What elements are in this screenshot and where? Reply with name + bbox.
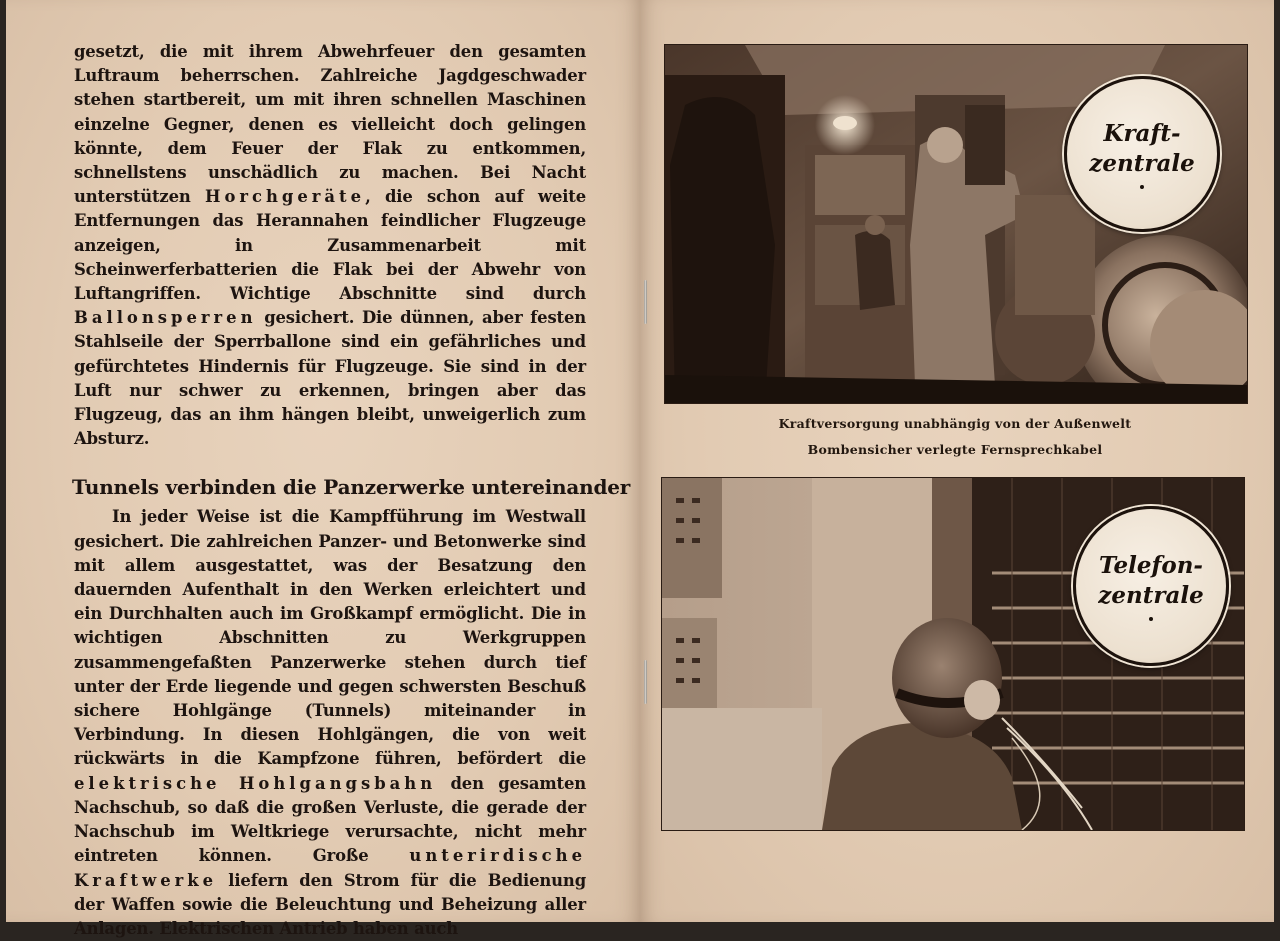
section-heading: Tunnels verbinden die Panzerwerke untereinander <box>72 475 631 500</box>
left-text-column <box>72 40 631 941</box>
spaced-term: Ballonsperren <box>74 308 257 328</box>
paragraph-text: gesetzt, die mit ihrem Abwehrfeuer den gesamten Luftraum beherrschen. Zahlreiche Jagdgeschwader stehen startbereit, um mit ihren schnellen Maschinen einzelne Gegner, denen es vielleicht doch gelingen könnte, dem Feuer der Flak zu entkommen, schnellstens unschädlich zu machen. Bei Nacht unterstützen <box>74 42 586 207</box>
paragraph-air-defense <box>74 40 586 451</box>
paragraph-text: , die schon auf weite Entfernungen das Herannahen feindlicher Flugzeuge anzeigen, in Zusammenarbeit mit Scheinwerferbatterien die Flak bei der Abwehr von Luftangriffen. Wichtige Abschnitte sind durch <box>74 187 586 304</box>
badge-line-2: zentrale <box>1098 582 1204 609</box>
spaced-term: elektrische Hohlgangsbahn <box>74 773 437 793</box>
paragraph-text: gesichert. Die dünnen, aber festen Stahlseile der Sperrballone sind ein gefährliches und gefürchtetes Hindernis für Flugzeuge. Sie sind in der Luft nur schwer zu erkennen, bringen aber das Flugzeug, das an ihm hängen bleibt, unweigerlich zum Absturz. <box>74 308 586 449</box>
badge-line-1: Telefon- <box>1099 552 1203 579</box>
kraftzentrale-badge <box>1064 76 1220 232</box>
photo-2-caption: Bombensicher verlegte Fernsprechkabel <box>807 442 1103 457</box>
spaced-term: unterirdische Kraftwerke <box>74 846 586 890</box>
staple-top <box>644 280 647 324</box>
spaced-term: Horchgeräte <box>204 187 366 207</box>
paragraph-text: den gesamten Nachschub, so daß die großen Verluste, die gerade der Nachschub im Weltkriege verursachte, nicht mehr eintreten können. Große <box>74 773 586 866</box>
paragraph-text: In jeder Weise ist die Kampfführung im Westwall gesichert. Die zahlreichen Panzer- und Betonwerke sind mit allem ausgestattet, was der Besatzung den dauernden Aufenthalt in den Werken erleichtert und ein Durchhalten auch im Großkampf ermöglicht. Die in wichtigen Abschnitten zu Werkgruppen zusammengefaßten Panzerwerke stehen durch tief unter der Erde liegende und gegen schwersten Beschuß sichere Hohlgänge (Tunnels) miteinander in Verbindung. In diesen Hohlgängen, die von weit rückwärts in die Kampfzone führen, befördert die <box>74 507 586 769</box>
badge-dot <box>1149 617 1153 621</box>
paragraph-tunnels <box>74 505 586 941</box>
badge-line-1: Kraft- <box>1103 120 1181 147</box>
telefonzentrale-badge <box>1073 506 1229 666</box>
badge-line-2: zentrale <box>1089 150 1195 177</box>
paragraph-text: liefern den Strom für die Bedienung der Waffen sowie die Beleuchtung und Beheizung aller Anlagen. Elektrischen Antrieb haben auch <box>74 870 586 938</box>
staple-bottom <box>644 660 647 704</box>
photo-1-caption: Kraftversorgung unabhängig von der Außenwelt <box>778 416 1132 431</box>
badge-dot <box>1140 185 1144 189</box>
